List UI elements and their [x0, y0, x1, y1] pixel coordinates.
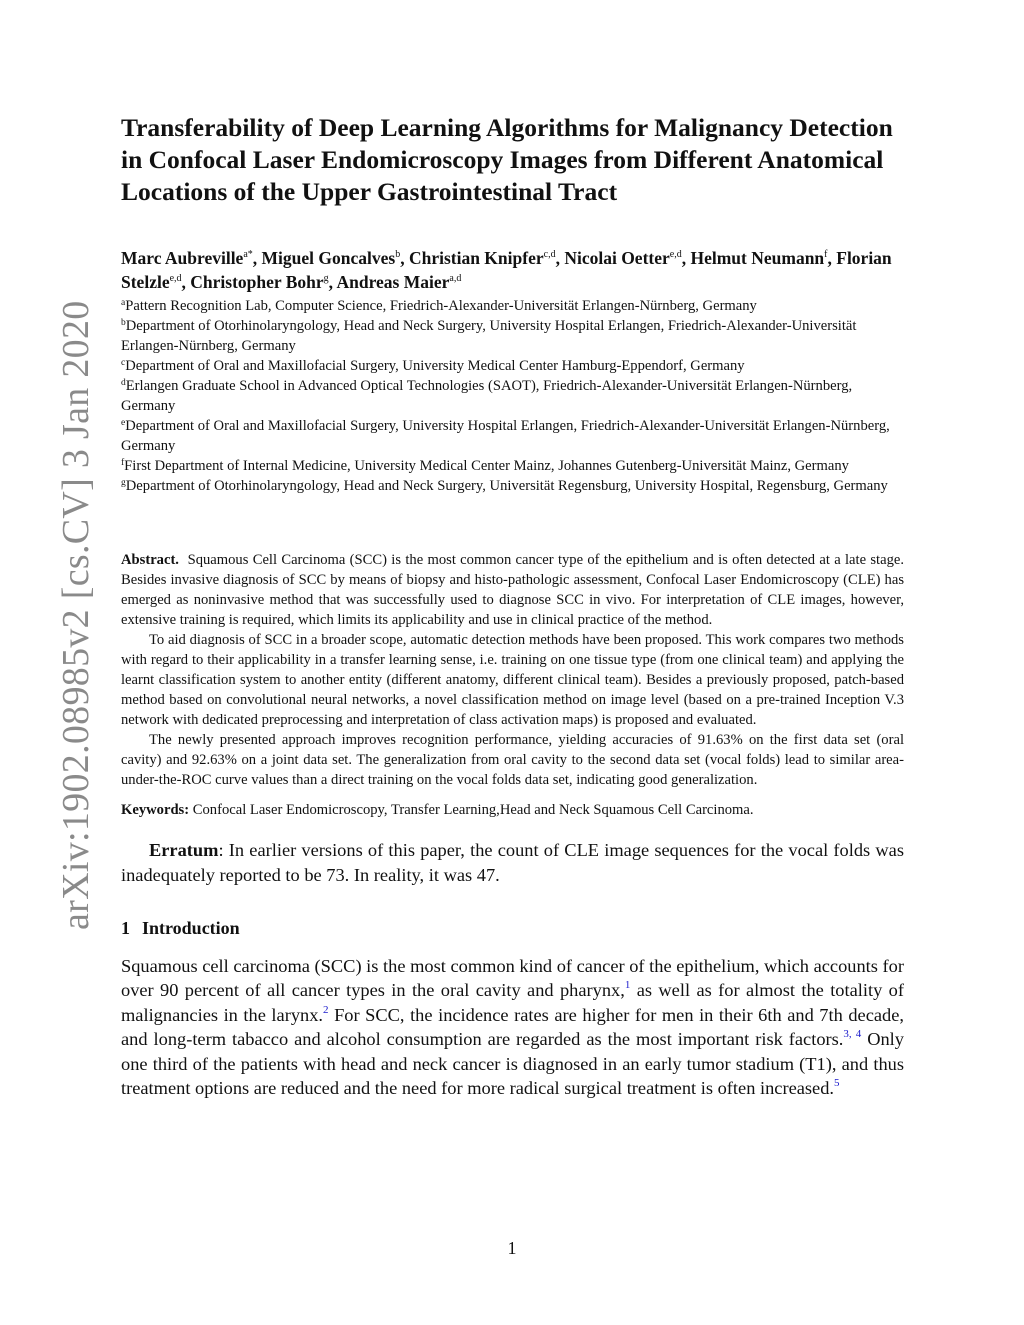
citation-link[interactable]: 2 — [323, 1003, 329, 1016]
author: Florian Stelzle$^{e,d}$, — [121, 248, 892, 292]
citation-link[interactable]: 3, 4 — [843, 1028, 862, 1041]
keywords-label: Keywords: — [121, 802, 190, 818]
abstract-paragraph: To aid diagnosis of SCC in a broader scope, automatic detection methods have been proposed. This work compares two methods with regard to their applicability in a transfer learning sense, i.e. training on one tissue type (from one clinical team) and applying the learnt classification system to another entity (different anatomy, different clinical team). Besides a previously proposed, patch-based method based on convolutional neural networks, a novel classification method on image level (based on a pre-trained Inception V.3 network with dedicated preprocessing and interpretation of class activation maps) is proposed and evaluated. — [121, 632, 904, 728]
author: Helmut Neumann$^f$, — [690, 248, 837, 268]
abstract-paragraph: The newly presented approach improves recognition performance, yielding accuracies of 91.63% on the first data set (oral cavity) and 92.63% on a joint data set. The generalization from oral cavity to the second data set (vocal folds) lead to similar area-under-the-ROC curve values than a direct training on the vocal folds data set, indicating good generalization. — [121, 732, 904, 788]
page-number: 1 — [507, 1238, 517, 1258]
abstract-paragraph: Abstract. Squamous Cell Carcinoma (SCC) is the most common cancer type of the epithelium and is often detected at a late stage. Besides invasive diagnosis of SCC by means of biopsy and histo-pathologic assessment, Confocal Laser Endomicroscopy (CLE) has emerged as noninvasive method that was successfully used to diagnose SCC in vivo. For interpretation of CLE images, however, extensive training is required, which limits its applicability and use in clinical practice of the method. — [121, 552, 904, 628]
citation-link[interactable]: 5 — [834, 1077, 840, 1090]
paper-title: Transferability of Deep Learning Algorithms for Malignancy Detection in Confocal Laser Endomicroscopy Images from Different Anatomical Locations of the Upper Gastrointestinal Tract — [121, 113, 893, 206]
keywords-text: Confocal Laser Endomicroscopy, Transfer Learning,Head and Neck Squamous Cell Carcinoma. — [192, 802, 754, 818]
affiliation: $^d$Erlangen Graduate School in Advanced Optical Technologies (SAOT), Friedrich-Alexander-Universität Erlangen-Nürnberg, Germany — [121, 378, 853, 414]
affiliation: $^e$Department of Oral and Maxillofacial Surgery, University Hospital Erlangen, Friedrich-Alexander-Universität Erlangen-Nürnberg, Germany — [121, 418, 890, 454]
author: Christopher Bohr$^g$, — [190, 272, 337, 292]
affiliation-list — [121, 296, 904, 496]
author: Christian Knipfer$^{c,d}$, — [408, 248, 565, 268]
affiliation: $^a$Pattern Recognition Lab, Computer Science, Friedrich-Alexander-Universität Erlangen-Nürnberg, Germany — [121, 298, 757, 314]
section-heading: 1 Introduction — [121, 918, 240, 938]
abstract-label: Abstract. — [121, 552, 179, 568]
author: Andreas Maier$^{a,d}$ — [336, 272, 462, 292]
affiliation: $^b$Department of Otorhinolaryngology, Head and Neck Surgery, University Hospital Erlangen, Friedrich-Alexander-Universität Erlangen-Nürnberg, Germany — [121, 318, 857, 354]
affiliation: $^g$Department of Otorhinolaryngology, Head and Neck Surgery, Universität Regensburg, University Hospital, Regensburg, Germany — [121, 478, 888, 494]
author: Nicolai Oetter$^{e,d}$, — [564, 248, 691, 268]
erratum-label: Erratum — [149, 840, 219, 860]
keywords — [121, 800, 904, 820]
intro-paragraph: Squamous cell carcinoma (SCC) is the most common kind of cancer of the epithelium, which accounts for over 90 percent of all cancer types in the oral cavity and pharynx,$^1$ as well as for almost the totality of malignancies in the larynx.$^2$ For SCC, the incidence rates are higher for men in their 6th and 7th decade, and long-term tabacco and alcohol consumption are regarded as the most important risk factors.$^{3, 4}$ Only one third of the patients with head and neck cancer is diagnosed in an early tumor stadium (T1), and thus treatment options are reduced and the need for more radical surgical treatment is often increased.$^5$ — [121, 956, 904, 1099]
author: Miguel Goncalves$^b$, — [261, 248, 409, 268]
author: Marc Aubreville$^{a*}$, — [121, 248, 262, 268]
erratum-note: Erratum: In earlier versions of this paper, the count of CLE image sequences for the vocal folds was inadequately reported to be 73. In reality, it was 47. — [121, 840, 904, 885]
arxiv-identifier-stamp: arXiv:1902.08985v2 [cs.CV] 3 Jan 2020 — [55, 300, 97, 930]
citation-link[interactable]: 1 — [624, 979, 631, 992]
affiliation: $^f$First Department of Internal Medicine, University Medical Center Mainz, Johannes Gutenberg-Universität Mainz, Germany — [121, 458, 849, 474]
affiliation: $^c$Department of Oral and Maxillofacial Surgery, University Medical Center Hamburg-Eppendorf, Germany — [121, 358, 745, 374]
paper-page — [121, 112, 904, 1100]
abstract — [121, 550, 904, 790]
author-list — [121, 246, 904, 294]
